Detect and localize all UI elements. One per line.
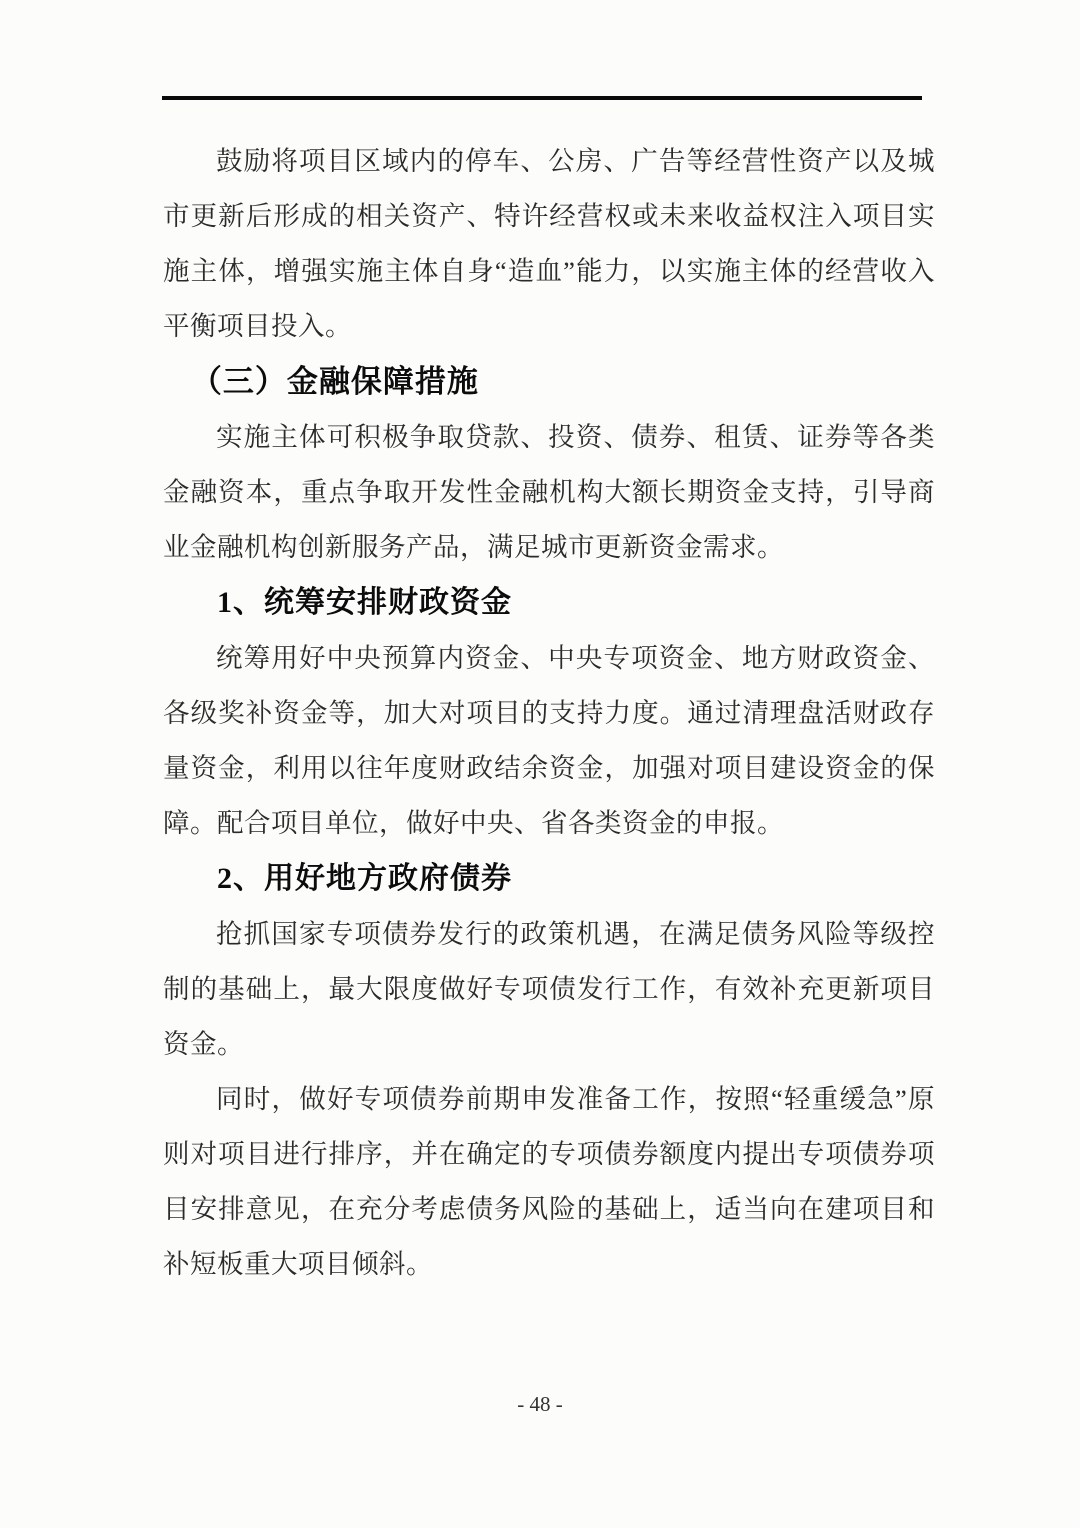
paragraph-special-bonds-opportunity: 抢抓国家专项债券发行的政策机遇，在满足债务风险等级控制的基础上，最大限度做好专项债发行工作，有效补充更新项目资金。 bbox=[163, 919, 935, 1059]
heading-fiscal-funds: 1、统筹安排财政资金 bbox=[217, 586, 512, 619]
heading-financial-safeguards: （三）金融保障措施 bbox=[190, 364, 479, 399]
heading-local-government-bonds: 2、用好地方政府债券 bbox=[217, 862, 512, 895]
paragraph-financial-capital: 实施主体可积极争取贷款、投资、债券、租赁、证券等各类金融资本，重点争取开发性金融机构大额长期资金支持，引导商业金融机构创新服务产品，满足城市更新资金需求。 bbox=[163, 422, 935, 562]
document-body bbox=[163, 134, 935, 1292]
page-number: - 48 - bbox=[517, 1392, 563, 1416]
paragraph-special-bonds-preparation: 同时，做好专项债券前期申发准备工作，按照“轻重缓急”原则对项目进行排序，并在确定的专项债券额度内提出专项债券项目安排意见，在充分考虑债务风险的基础上，适当向在建项目和补短板重大项目倾斜。 bbox=[163, 1084, 935, 1279]
paragraph-fiscal-funds-detail: 统筹用好中央预算内资金、中央专项资金、地方财政资金、各级奖补资金等，加大对项目的支持力度。通过清理盘活财政存量资金，利用以往年度财政结余资金，加强对项目建设资金的保障。配合项目单位，做好中央、省各类资金的申报。 bbox=[163, 643, 935, 838]
paragraph-operational-assets: 鼓励将项目区域内的停车、公房、广告等经营性资产以及城市更新后形成的相关资产、特许经营权或未来收益权注入项目实施主体，增强实施主体自身“造血”能力，以实施主体的经营收入平衡项目投入。 bbox=[163, 146, 935, 341]
header-rule bbox=[162, 96, 922, 100]
